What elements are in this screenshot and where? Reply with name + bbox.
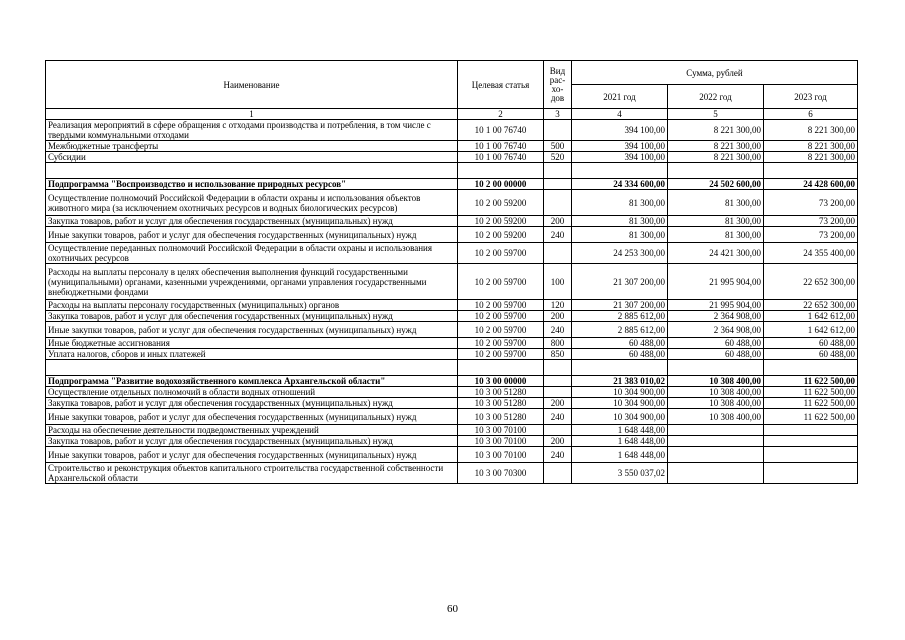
column-number: 4 bbox=[572, 109, 668, 120]
column-number-row bbox=[46, 109, 858, 120]
spacer-row bbox=[46, 163, 858, 179]
row-name: Закупка товаров, работ и услуг для обеспечения государственных (муниципальных) нужд bbox=[46, 436, 458, 447]
column-number: 2 bbox=[458, 109, 544, 120]
table-row bbox=[46, 152, 858, 163]
row-expense-type: 200 bbox=[544, 216, 572, 227]
row-amount-2022: 21 995 904,00 bbox=[668, 264, 764, 300]
row-amount-2021: 3 550 037,02 bbox=[572, 463, 668, 484]
row-name: Закупка товаров, работ и услуг для обеспечения государственных (муниципальных) нужд bbox=[46, 398, 458, 409]
row-expense-type: 240 bbox=[544, 447, 572, 463]
row-target-code: 10 3 00 51280 bbox=[458, 409, 544, 425]
header-target bbox=[458, 61, 544, 109]
row-amount-2023 bbox=[764, 163, 858, 179]
row-expense-type: 200 bbox=[544, 436, 572, 447]
row-expense-type bbox=[544, 120, 572, 141]
row-amount-2023: 11 622 500,00 bbox=[764, 398, 858, 409]
row-amount-2022: 8 221 300,00 bbox=[668, 152, 764, 163]
row-name: Расходы на выплаты персоналу государственных (муниципальных) органов bbox=[46, 300, 458, 311]
row-amount-2021: 24 253 300,00 bbox=[572, 243, 668, 264]
row-name: Закупка товаров, работ и услуг для обеспечения государственных (муниципальных) нужд bbox=[46, 216, 458, 227]
row-target-code: 10 1 00 76740 bbox=[458, 152, 544, 163]
row-amount-2022 bbox=[668, 425, 764, 436]
row-amount-2022: 81 300,00 bbox=[668, 227, 764, 243]
row-target-code: 10 1 00 76740 bbox=[458, 120, 544, 141]
row-amount-2023 bbox=[764, 425, 858, 436]
table-row bbox=[46, 463, 858, 484]
header-2022: 2022 год bbox=[668, 85, 764, 109]
row-name: Закупка товаров, работ и услуг для обеспечения государственных (муниципальных) нужд bbox=[46, 311, 458, 322]
row-target-code: 10 2 00 59700 bbox=[458, 243, 544, 264]
row-amount-2021: 1 648 448,00 bbox=[572, 447, 668, 463]
row-amount-2022 bbox=[668, 447, 764, 463]
row-amount-2021: 10 304 900,00 bbox=[572, 398, 668, 409]
row-amount-2021: 21 307 200,00 bbox=[572, 264, 668, 300]
table-row bbox=[46, 398, 858, 409]
row-expense-type: 850 bbox=[544, 349, 572, 360]
row-name: Иные закупки товаров, работ и услуг для обеспечения государственных (муниципальных) нужд bbox=[46, 409, 458, 425]
column-number: 6 bbox=[764, 109, 858, 120]
row-target-code: 10 2 00 59700 bbox=[458, 311, 544, 322]
row-name: Иные закупки товаров, работ и услуг для обеспечения государственных (муниципальных) нужд bbox=[46, 227, 458, 243]
row-target-code: 10 2 00 59700 bbox=[458, 349, 544, 360]
header-row bbox=[46, 61, 858, 85]
row-expense-type: 800 bbox=[544, 338, 572, 349]
table-row bbox=[46, 387, 858, 398]
row-expense-type: 200 bbox=[544, 311, 572, 322]
spacer-row bbox=[46, 360, 858, 376]
row-target-code: 10 2 00 59200 bbox=[458, 227, 544, 243]
row-amount-2021: 21 383 010,02 bbox=[572, 376, 668, 387]
row-name: Подпрограмма "Развитие водохозяйственного комплекса Архангельской области" bbox=[46, 376, 458, 387]
table-row bbox=[46, 264, 858, 300]
row-target-code: 10 2 00 00000 bbox=[458, 179, 544, 190]
row-target-code: 10 2 00 59700 bbox=[458, 300, 544, 311]
row-amount-2021: 2 885 612,00 bbox=[572, 311, 668, 322]
row-name bbox=[46, 360, 458, 376]
row-name: Осуществление отдельных полномочий в области водных отношений bbox=[46, 387, 458, 398]
row-name: Иные закупки товаров, работ и услуг для обеспечения государственных (муниципальных) нужд bbox=[46, 322, 458, 338]
row-amount-2021: 1 648 448,00 bbox=[572, 436, 668, 447]
row-target-code: 10 1 00 76740 bbox=[458, 141, 544, 152]
row-amount-2022: 60 488,00 bbox=[668, 338, 764, 349]
row-amount-2023: 22 652 300,00 bbox=[764, 264, 858, 300]
table-row bbox=[46, 322, 858, 338]
row-amount-2023: 1 642 612,00 bbox=[764, 311, 858, 322]
page-number: 60 bbox=[447, 603, 458, 615]
row-expense-type bbox=[544, 463, 572, 484]
row-amount-2021: 81 300,00 bbox=[572, 227, 668, 243]
row-amount-2021 bbox=[572, 163, 668, 179]
table-row bbox=[46, 120, 858, 141]
row-amount-2023: 73 200,00 bbox=[764, 227, 858, 243]
row-expense-type bbox=[544, 376, 572, 387]
table-row bbox=[46, 311, 858, 322]
row-amount-2022: 24 502 600,00 bbox=[668, 179, 764, 190]
row-target-code bbox=[458, 163, 544, 179]
table-row bbox=[46, 141, 858, 152]
table-row bbox=[46, 338, 858, 349]
table-row bbox=[46, 300, 858, 311]
budget-table bbox=[45, 60, 858, 484]
row-expense-type bbox=[544, 360, 572, 376]
row-name: Подпрограмма "Воспроизводство и использование природных ресурсов" bbox=[46, 179, 458, 190]
table-row bbox=[46, 436, 858, 447]
row-amount-2022: 10 308 400,00 bbox=[668, 376, 764, 387]
row-amount-2021: 60 488,00 bbox=[572, 338, 668, 349]
row-amount-2022: 10 308 400,00 bbox=[668, 398, 764, 409]
row-amount-2022: 2 364 908,00 bbox=[668, 311, 764, 322]
row-expense-type: 500 bbox=[544, 141, 572, 152]
row-name: Расходы на выплаты персоналу в целях обеспечения выполнения функций государственными (муниципальными) органами, казенными учреждениями, органами управления государственными внебюджетными фондами bbox=[46, 264, 458, 300]
row-amount-2022: 8 221 300,00 bbox=[668, 141, 764, 152]
row-amount-2023: 1 642 612,00 bbox=[764, 322, 858, 338]
row-amount-2023: 8 221 300,00 bbox=[764, 152, 858, 163]
row-expense-type bbox=[544, 179, 572, 190]
row-amount-2022: 8 221 300,00 bbox=[668, 120, 764, 141]
row-amount-2021: 10 304 900,00 bbox=[572, 387, 668, 398]
row-amount-2023: 60 488,00 bbox=[764, 349, 858, 360]
row-amount-2023 bbox=[764, 436, 858, 447]
row-name: Субсидии bbox=[46, 152, 458, 163]
row-target-code: 10 2 00 59200 bbox=[458, 216, 544, 227]
row-name: Реализация мероприятий в сфере обращения с отходами производства и потребления, в том числе с твердыми коммунальными отходами bbox=[46, 120, 458, 141]
row-expense-type: 200 bbox=[544, 398, 572, 409]
table-row bbox=[46, 349, 858, 360]
row-amount-2022 bbox=[668, 436, 764, 447]
row-target-code: 10 3 00 00000 bbox=[458, 376, 544, 387]
row-amount-2021: 394 100,00 bbox=[572, 120, 668, 141]
row-expense-type bbox=[544, 425, 572, 436]
row-target-code bbox=[458, 360, 544, 376]
row-amount-2022 bbox=[668, 360, 764, 376]
row-amount-2023: 24 428 600,00 bbox=[764, 179, 858, 190]
row-amount-2022: 2 364 908,00 bbox=[668, 322, 764, 338]
row-amount-2023 bbox=[764, 447, 858, 463]
row-expense-type: 520 bbox=[544, 152, 572, 163]
row-amount-2023 bbox=[764, 463, 858, 484]
row-amount-2022: 81 300,00 bbox=[668, 190, 764, 216]
row-expense-type: 240 bbox=[544, 227, 572, 243]
row-target-code: 10 3 00 70300 bbox=[458, 463, 544, 484]
row-amount-2022 bbox=[668, 463, 764, 484]
row-amount-2021: 394 100,00 bbox=[572, 141, 668, 152]
table-row bbox=[46, 447, 858, 463]
header-name: Наименование bbox=[46, 61, 458, 109]
row-expense-type bbox=[544, 387, 572, 398]
row-name: Строительство и реконструкция объектов капитального строительства государственной собственности Архангельской области bbox=[46, 463, 458, 484]
header-vid: Вид рас-хо-дов bbox=[544, 61, 572, 109]
header-2023: 2023 год bbox=[764, 85, 858, 109]
row-amount-2021: 81 300,00 bbox=[572, 216, 668, 227]
row-name: Иные бюджетные ассигнования bbox=[46, 338, 458, 349]
row-target-code: 10 2 00 59700 bbox=[458, 264, 544, 300]
row-amount-2023: 73 200,00 bbox=[764, 190, 858, 216]
row-target-code: 10 2 00 59700 bbox=[458, 338, 544, 349]
row-amount-2022: 10 308 400,00 bbox=[668, 387, 764, 398]
row-amount-2021: 24 334 600,00 bbox=[572, 179, 668, 190]
row-amount-2022: 10 308 400,00 bbox=[668, 409, 764, 425]
row-amount-2021: 1 648 448,00 bbox=[572, 425, 668, 436]
row-name: Расходы на обеспечение деятельности подведомственных учреждений bbox=[46, 425, 458, 436]
column-number: 3 bbox=[544, 109, 572, 120]
row-target-code: 10 2 00 59700 bbox=[458, 322, 544, 338]
header-sum: Сумма, рублей bbox=[572, 61, 858, 85]
subprogram-row bbox=[46, 376, 858, 387]
row-name: Уплата налогов, сборов и иных платежей bbox=[46, 349, 458, 360]
row-amount-2021: 394 100,00 bbox=[572, 152, 668, 163]
row-amount-2022 bbox=[668, 163, 764, 179]
row-target-code: 10 3 00 51280 bbox=[458, 387, 544, 398]
row-amount-2021 bbox=[572, 360, 668, 376]
row-amount-2022: 24 421 300,00 bbox=[668, 243, 764, 264]
row-amount-2022: 60 488,00 bbox=[668, 349, 764, 360]
row-amount-2023: 22 652 300,00 bbox=[764, 300, 858, 311]
row-target-code: 10 3 00 70100 bbox=[458, 425, 544, 436]
table-row bbox=[46, 190, 858, 216]
row-amount-2023: 11 622 500,00 bbox=[764, 387, 858, 398]
row-amount-2022: 81 300,00 bbox=[668, 216, 764, 227]
row-expense-type: 240 bbox=[544, 322, 572, 338]
row-amount-2022: 21 995 904,00 bbox=[668, 300, 764, 311]
row-name: Межбюджетные трансферты bbox=[46, 141, 458, 152]
row-name bbox=[46, 163, 458, 179]
row-amount-2021: 21 307 200,00 bbox=[572, 300, 668, 311]
row-amount-2023: 11 622 500,00 bbox=[764, 376, 858, 387]
row-target-code: 10 3 00 51280 bbox=[458, 398, 544, 409]
column-number: 5 bbox=[668, 109, 764, 120]
row-target-code: 10 2 00 59200 bbox=[458, 190, 544, 216]
row-target-code: 10 3 00 70100 bbox=[458, 447, 544, 463]
row-name: Осуществление переданных полномочий Российской Федерации в области охраны и использования охотничьих ресурсов bbox=[46, 243, 458, 264]
column-number: 1 bbox=[46, 109, 458, 120]
table-row bbox=[46, 216, 858, 227]
header-target-label: Целевая статья bbox=[471, 79, 530, 90]
row-amount-2023: 8 221 300,00 bbox=[764, 120, 858, 141]
table-row bbox=[46, 243, 858, 264]
row-amount-2023: 24 355 400,00 bbox=[764, 243, 858, 264]
row-amount-2023: 73 200,00 bbox=[764, 216, 858, 227]
row-name: Осуществление полномочий Российской Федерации в области охраны и использования объектов животного мира (за исключением охотничьих ресурсов и водных биологических ресурсов) bbox=[46, 190, 458, 216]
row-target-code: 10 3 00 70100 bbox=[458, 436, 544, 447]
row-expense-type: 120 bbox=[544, 300, 572, 311]
header-2021: 2021 год bbox=[572, 85, 668, 109]
row-amount-2023: 11 622 500,00 bbox=[764, 409, 858, 425]
row-expense-type: 240 bbox=[544, 409, 572, 425]
row-amount-2023: 60 488,00 bbox=[764, 338, 858, 349]
row-amount-2023: 8 221 300,00 bbox=[764, 141, 858, 152]
row-amount-2021: 81 300,00 bbox=[572, 190, 668, 216]
row-expense-type bbox=[544, 163, 572, 179]
row-amount-2021: 2 885 612,00 bbox=[572, 322, 668, 338]
row-amount-2023 bbox=[764, 360, 858, 376]
row-expense-type bbox=[544, 190, 572, 216]
table-row bbox=[46, 425, 858, 436]
row-expense-type bbox=[544, 243, 572, 264]
table-row bbox=[46, 227, 858, 243]
table-row bbox=[46, 409, 858, 425]
row-name: Иные закупки товаров, работ и услуг для обеспечения государственных (муниципальных) нужд bbox=[46, 447, 458, 463]
row-expense-type: 100 bbox=[544, 264, 572, 300]
subprogram-row bbox=[46, 179, 858, 190]
row-amount-2021: 10 304 900,00 bbox=[572, 409, 668, 425]
row-amount-2021: 60 488,00 bbox=[572, 349, 668, 360]
